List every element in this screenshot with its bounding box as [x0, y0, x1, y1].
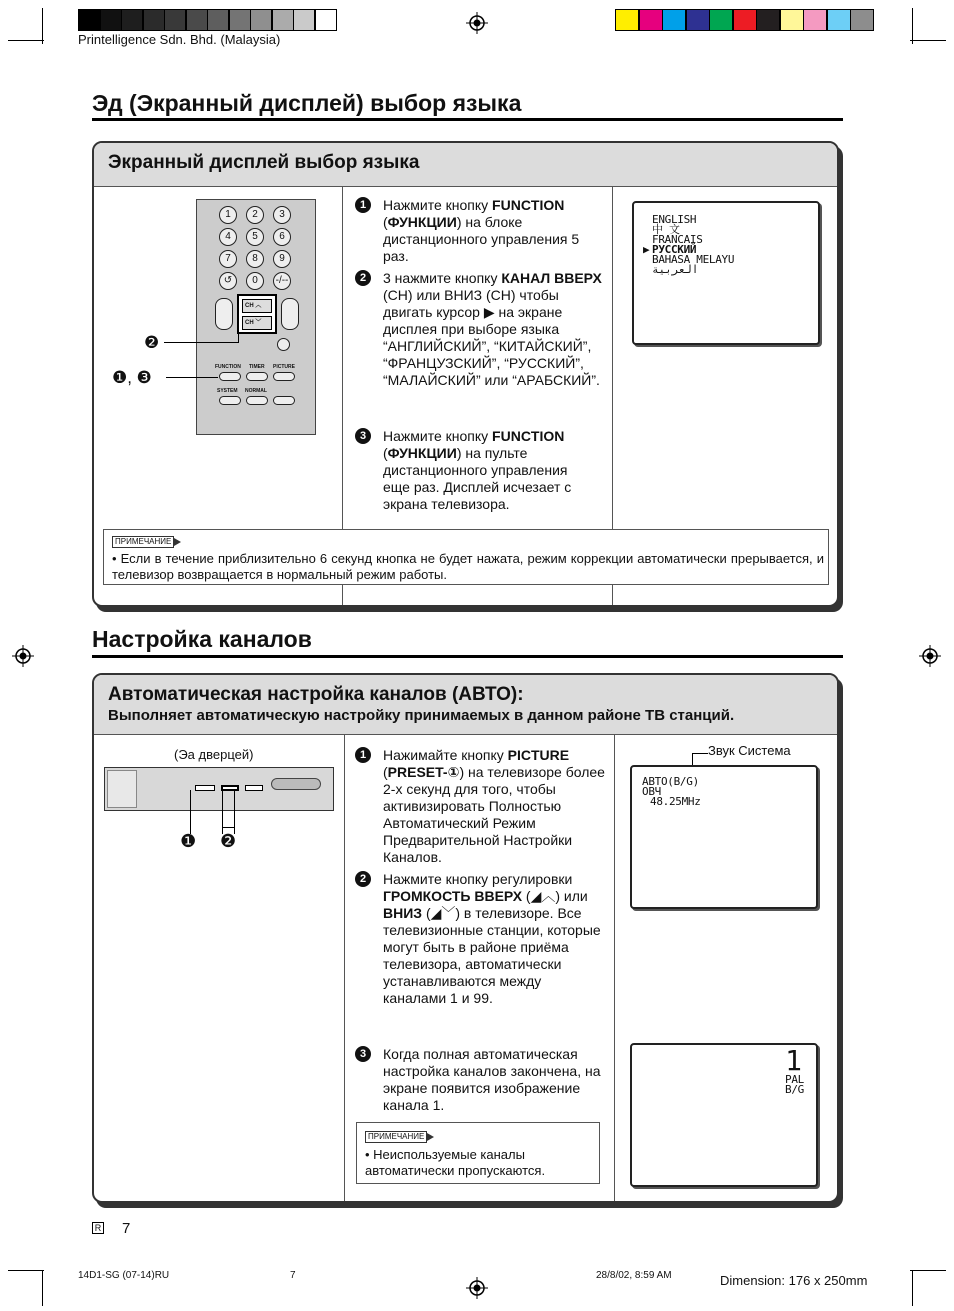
function-button [219, 372, 241, 381]
channel-number: 1 [785, 1044, 802, 1077]
panel-subtitle: Выполняет автоматическую настройку принимаемых в данном районе ТВ станций. [108, 707, 735, 724]
color-swatch [780, 9, 804, 31]
gray-swatch [250, 9, 272, 31]
step-2-text: 3 нажмите кнопку КАНАЛ ВВЕРХ (CH) или ВНИЗ (CH) чтобы двигать курсор ▶ на экране дисплея при выборе языка “АНГЛИЙСКИЙ”, “КИТАЙСКИЙ”, “ФРАНЦУЗСКИЙ”, “РУССКИЙ”, “МАЛАЙСКИЙ” или “АРАБСКИЙ”. [383, 270, 602, 388]
color-swatch [615, 9, 639, 31]
note-box [356, 1122, 600, 1184]
vol-up-button [281, 298, 299, 330]
remote-button-2: 2 [246, 206, 264, 224]
callout-line [166, 377, 218, 378]
gray-swatch [121, 9, 143, 31]
page-number: 7 [122, 1220, 131, 1237]
normal-button [246, 396, 268, 405]
cursor-icon: ▶ [643, 243, 650, 256]
step-1-text: Нажмите кнопку FUNCTION (ФУНКЦИИ) на блоке дистанционного управления 5 раз. [383, 197, 580, 264]
note-tag: ПРИМЕЧАНИЕ [365, 1131, 427, 1143]
callout-line [222, 827, 235, 828]
picture-button [195, 785, 215, 791]
timer-label: TIMER [249, 364, 265, 370]
color-swatch [756, 9, 780, 31]
remote-button-dash: -/-- [273, 272, 291, 290]
remote-button-0: 0 [246, 272, 264, 290]
crop-mark [8, 1270, 44, 1271]
title-rule [92, 655, 843, 658]
volume-buttons [221, 785, 239, 791]
color-swatch [639, 9, 663, 31]
ch-button-highlight [237, 294, 277, 334]
crop-mark [910, 1270, 946, 1271]
registration-mark-icon [466, 12, 488, 34]
tuning-readout: АВТО(B/G) ОВЧ 48.25MHz [642, 775, 701, 808]
gray-swatch [164, 9, 186, 31]
note-tag: ПРИМЕЧАНИЕ [112, 536, 174, 548]
print-datetime: 28/8/02, 8:59 AM [596, 1270, 672, 1281]
crop-mark [912, 8, 913, 44]
note-box [103, 529, 829, 585]
picture-label: PICTURE [273, 364, 295, 370]
section-title-channel-setup: Настройка каналов [92, 626, 312, 652]
dimension-label: Dimension: 176 x 250mm [720, 1273, 868, 1288]
door-label: (Эа дверцей) [174, 747, 254, 762]
step-number: 1 [355, 197, 371, 213]
remote-button-4: 4 [219, 228, 237, 246]
panel-title: Экранный дисплей выбор языка [108, 152, 420, 173]
color-swatch [709, 9, 733, 31]
gray-swatch [293, 9, 315, 31]
screen-button [273, 396, 295, 405]
screen-menu: ENGLISH 中 文 FRANCAIS РУССКИЙ BAHASA MELAYU العربية [652, 213, 735, 276]
note-text: • Если в течение приблизительно 6 секунд кнопка не будет нажата, режим коррекции автоматически прерывается, и телевизор возвращается в нормальный режим работы. [112, 551, 824, 582]
remote-button-1: 1 [219, 206, 237, 224]
gray-swatch [229, 9, 251, 31]
tv-screen-channel-1 [630, 1043, 818, 1187]
crop-mark [42, 8, 43, 44]
column-divider [614, 735, 615, 1201]
vol-down-button [215, 298, 233, 330]
color-swatch [803, 9, 827, 31]
color-swatch [733, 9, 757, 31]
gray-swatch [143, 9, 165, 31]
remote-button-6: 6 [273, 228, 291, 246]
doc-code: 14D1-SG (07-14)RU [78, 1270, 170, 1281]
function-label: FUNCTION [215, 364, 241, 370]
remote-button-9: 9 [273, 250, 291, 268]
remote-control-illustration [196, 199, 316, 435]
crop-mark [42, 1270, 43, 1306]
remote-button-5: 5 [246, 228, 264, 246]
callout-line [692, 753, 708, 754]
color-swatch [662, 9, 686, 31]
step-2-text: Нажмите кнопку регулировки ГРОМКОСТЬ ВВЕРХ (◢︿) или ВНИЗ (◢﹀) в телевизоре. Все телевизионные станции, которые могут быть в районе приёма телевизора, автоматически устанавливаются между каналами 1 и 99. [383, 871, 601, 1006]
picture-button [273, 372, 295, 381]
callout-step-1: ❶ [180, 831, 197, 851]
auto-tuning-panel [92, 673, 839, 1203]
gray-swatch [207, 9, 229, 31]
remote-button-recall: ↺ [219, 272, 237, 290]
registration-mark-icon [12, 645, 34, 667]
callout-line [238, 323, 239, 343]
gray-swatch [272, 9, 294, 31]
gray-swatch [186, 9, 208, 31]
channel-system-readout: PAL B/G [785, 1073, 804, 1096]
callout-line [164, 342, 239, 343]
step-number: 3 [355, 1046, 371, 1062]
system-button [219, 396, 241, 405]
crop-mark [8, 40, 44, 41]
company-label: Printelligence Sdn. Bhd. (Malaysia) [78, 32, 281, 47]
callout-step-2: ❷ [220, 831, 237, 851]
osd-language-panel [92, 141, 839, 607]
gray-swatch [315, 9, 337, 31]
step-1-text: Нажимайте кнопку PICTURE (PRESET-①) на телевизоре более 2-х секунд для того, чтобы активизировать Полностью Автоматический Режим Предварительной Настройки Каналов. [383, 747, 605, 865]
step-3-text: Нажмите кнопку FUNCTION (ФУНКЦИИ) на пульте дистанционного управления еще раз. Дисплей исчезает с экрана телевизора. [383, 428, 572, 512]
step-number: 2 [355, 871, 371, 887]
gray-swatch [78, 9, 100, 31]
system-label: SYSTEM [217, 388, 238, 394]
page-small: 7 [290, 1270, 296, 1281]
av-input-jacks [271, 778, 321, 790]
note-text: • Неиспользуемые каналы автоматически пропускаются. [365, 1147, 546, 1178]
mute-button [277, 338, 290, 351]
gray-swatch [100, 9, 122, 31]
crop-mark [912, 1270, 913, 1306]
remote-button-8: 8 [246, 250, 264, 268]
color-swatch [827, 9, 851, 31]
registration-mark-icon [919, 645, 941, 667]
color-swatch [850, 9, 874, 31]
door-area [107, 770, 137, 808]
step-number: 1 [355, 747, 371, 763]
remote-button-3: 3 [273, 206, 291, 224]
tv-screen-auto-tuning [630, 765, 818, 909]
tv-screen-language-menu [632, 201, 820, 345]
ch-down-button: CH ﹀ [242, 316, 272, 330]
ch-up-button: CH ︿ [242, 299, 272, 313]
region-badge: R [92, 1222, 104, 1234]
column-divider [344, 735, 345, 1201]
channel-buttons [245, 785, 263, 791]
callout-step-1-3: ❶, ❸ [112, 368, 152, 387]
panel-title: Автоматическая настройка каналов (АВТО): [108, 684, 524, 705]
color-swatch [686, 9, 710, 31]
title-rule [92, 118, 843, 121]
step-number: 2 [355, 270, 371, 286]
normal-label: NORMAL [245, 388, 267, 394]
callout-step-2: ❷ [144, 333, 160, 352]
step-number: 3 [355, 428, 371, 444]
step-3-text: Когда полная автоматическая настройка каналов закончена, на экране появится изображение канала 1. [383, 1046, 601, 1113]
sound-system-label: Звук Система [708, 743, 791, 758]
callout-line [190, 790, 191, 834]
crop-mark [910, 40, 946, 41]
tv-front-panel-illustration [104, 767, 334, 811]
timer-button [246, 372, 268, 381]
remote-button-7: 7 [219, 250, 237, 268]
registration-mark-icon [466, 1277, 488, 1299]
section-title-osd-language: Эд (Экранный дисплей) выбор языка [92, 90, 522, 116]
